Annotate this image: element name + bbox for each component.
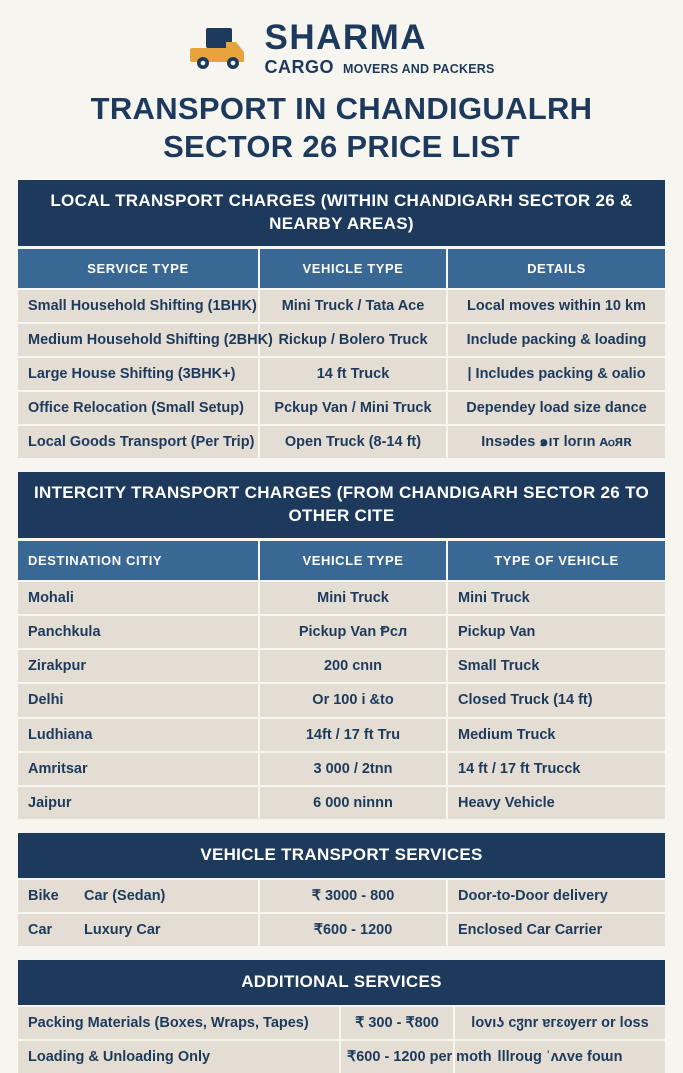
table-row <box>18 684 665 716</box>
cell-details: Enclosed Car Carrier <box>458 921 603 938</box>
truck-icon <box>188 24 252 72</box>
cell-type-of-vehicle: Mini Truck <box>458 590 530 606</box>
cell-type-of-vehicle: Small Truck <box>458 658 540 675</box>
column-header-details: DETAILS <box>527 260 586 276</box>
cell-details: lllroug ˈʌʌve foɯn <box>497 1049 623 1066</box>
table-row <box>18 880 665 912</box>
cell-vehicle-desc: Luxury Car <box>84 921 161 938</box>
cell-details: Door-to-Door delivery <box>458 887 608 904</box>
table-row <box>18 324 665 356</box>
column-header-vehicle-type: VEHICLE TYPE <box>260 541 448 580</box>
cell-destination-city: Jaipur <box>18 787 260 819</box>
cell-service-name: Loading & Unloading Only <box>18 1041 341 1073</box>
cell-price: ₹600 - 1200 <box>260 914 448 946</box>
cell-vehicle-kind: Bike <box>28 887 59 904</box>
brand-cargo: CARGO <box>264 57 334 77</box>
cell-vehicle-category <box>18 914 260 946</box>
cell-price: ₹ 300 - ₹800 <box>341 1007 455 1039</box>
section-band-local: LOCAL TRANSPORT CHARGES (WITHIN CHANDIGARH SECTOR 26 & NEARBY AREAS) <box>18 180 665 246</box>
cell-vehicle-type: 6 000 ninnn <box>260 787 448 819</box>
price-tables <box>18 180 665 1073</box>
table-row <box>18 719 665 751</box>
cell-type-of-vehicle: Closed Truck (14 ft) <box>458 692 593 709</box>
table-row <box>18 426 665 458</box>
table-row <box>18 358 665 390</box>
cell-vehicle-type: 14ft / 17 ft Tru <box>260 719 448 751</box>
cell-destination-city: Mohali <box>18 582 260 614</box>
cell-vehicle-type: Or 100 i &to <box>260 684 448 716</box>
cell-vehicle-type: Rickup / Bolero Truck <box>260 324 448 356</box>
page-title <box>0 90 683 166</box>
cell-vehicle-type: Pickup Van Ᵽcл <box>260 616 448 648</box>
cell-details: Local moves within 10 km <box>467 297 646 314</box>
table-row <box>18 1007 665 1039</box>
section-band-additional: ADDITIONAL SERVICES <box>18 960 665 1005</box>
cell-destination-city: Delhi <box>18 684 260 716</box>
cell-service-type: Local Goods Transport (Per Trip) <box>18 426 260 458</box>
column-header-service-type: SERVICE TYPE <box>18 249 260 288</box>
table-row <box>18 914 665 946</box>
cell-vehicle-type: Pckup Van / Mini Truck <box>260 392 448 424</box>
brand-tagline: MOVERS AND PACKERS <box>342 62 495 76</box>
cell-vehicle-type: 3 000 / 2tnn <box>260 753 448 785</box>
cell-type-of-vehicle: Pickup Van <box>458 624 536 641</box>
column-header-vehicle-type: VEHICLE TYPE <box>260 249 448 288</box>
column-header-destination-city: DESTINATION CITIY <box>18 541 260 580</box>
table-row <box>18 1041 665 1073</box>
cell-service-type: Medium Household Shifting (2BHK) <box>18 324 260 356</box>
column-header-type-of-vehicle: TYPE OF VEHICLE <box>494 553 619 568</box>
cell-destination-city: Panchkula <box>18 616 260 648</box>
page-title-line-2: SECTOR 26 PRICE LIST <box>163 128 520 164</box>
cell-vehicle-type: 14 ft Truck <box>260 358 448 390</box>
cell-service-type: Large House Shifting (3BHK+) <box>18 358 260 390</box>
cell-details: Dependey load size dance <box>466 399 647 416</box>
cell-details: Include packing & loading <box>466 331 647 348</box>
cell-vehicle-kind: Car <box>28 921 53 938</box>
cell-vehicle-desc: Car (Sedan) <box>84 887 166 904</box>
cell-details: | Includes packing & oalio <box>467 365 646 382</box>
brand-name: SHARMA <box>264 18 428 57</box>
table-row <box>18 787 665 819</box>
section-band-intercity: INTERCITY TRANSPORT CHARGES (FROM CHANDIGARH SECTOR 26 TO OTHER CITE <box>18 472 665 538</box>
cell-vehicle-category <box>18 880 260 912</box>
cell-details: lᴏvıʖ cჳnr ɐгɛѹerr or loss <box>471 1015 649 1031</box>
cell-service-type: Small Household Shifting (1BHK) <box>18 290 260 322</box>
cell-destination-city: Ludhiana <box>18 719 260 751</box>
cell-type-of-vehicle: Heavy Vehicle <box>458 794 555 811</box>
table-row <box>18 650 665 682</box>
cell-type-of-vehicle: 14 ft / 17 ft Trucck <box>458 760 581 777</box>
cell-details: Insǝdes ๑ıт lᴏгın ᴀჿяʀ <box>481 434 632 450</box>
brand-logo <box>0 0 683 77</box>
cell-destination-city: Amritsar <box>18 753 260 785</box>
cell-type-of-vehicle: Medium Truck <box>458 726 556 743</box>
table-row <box>18 392 665 424</box>
cell-vehicle-type: Open Truck (8-14 ft) <box>260 426 448 458</box>
cell-price: ₹ 3000 - 800 <box>260 880 448 912</box>
cell-vehicle-type: Mini Truck / Tata Ace <box>260 290 448 322</box>
page-title-line-1: TRANSPORT IN CHANDIGUALRH <box>90 91 593 126</box>
column-header-intercity <box>18 541 665 580</box>
section-band-vehicle-transport: VEHICLE TRANSPORT SERVICES <box>18 833 665 878</box>
column-header-local <box>18 249 665 288</box>
table-row <box>18 290 665 322</box>
cell-price: ₹600 - 1200 per moth <box>341 1041 455 1073</box>
table-row <box>18 582 665 614</box>
table-row <box>18 616 665 648</box>
cell-service-name: Packing Materials (Boxes, Wraps, Tapes) <box>18 1007 341 1039</box>
table-row <box>18 753 665 785</box>
brand-wordmark <box>264 20 494 76</box>
cell-vehicle-type: 200 cnın <box>260 650 448 682</box>
cell-vehicle-type: Mini Truck <box>260 582 448 614</box>
cell-service-type: Office Relocation (Small Setup) <box>18 392 260 424</box>
cell-destination-city: Zirakpur <box>18 650 260 682</box>
